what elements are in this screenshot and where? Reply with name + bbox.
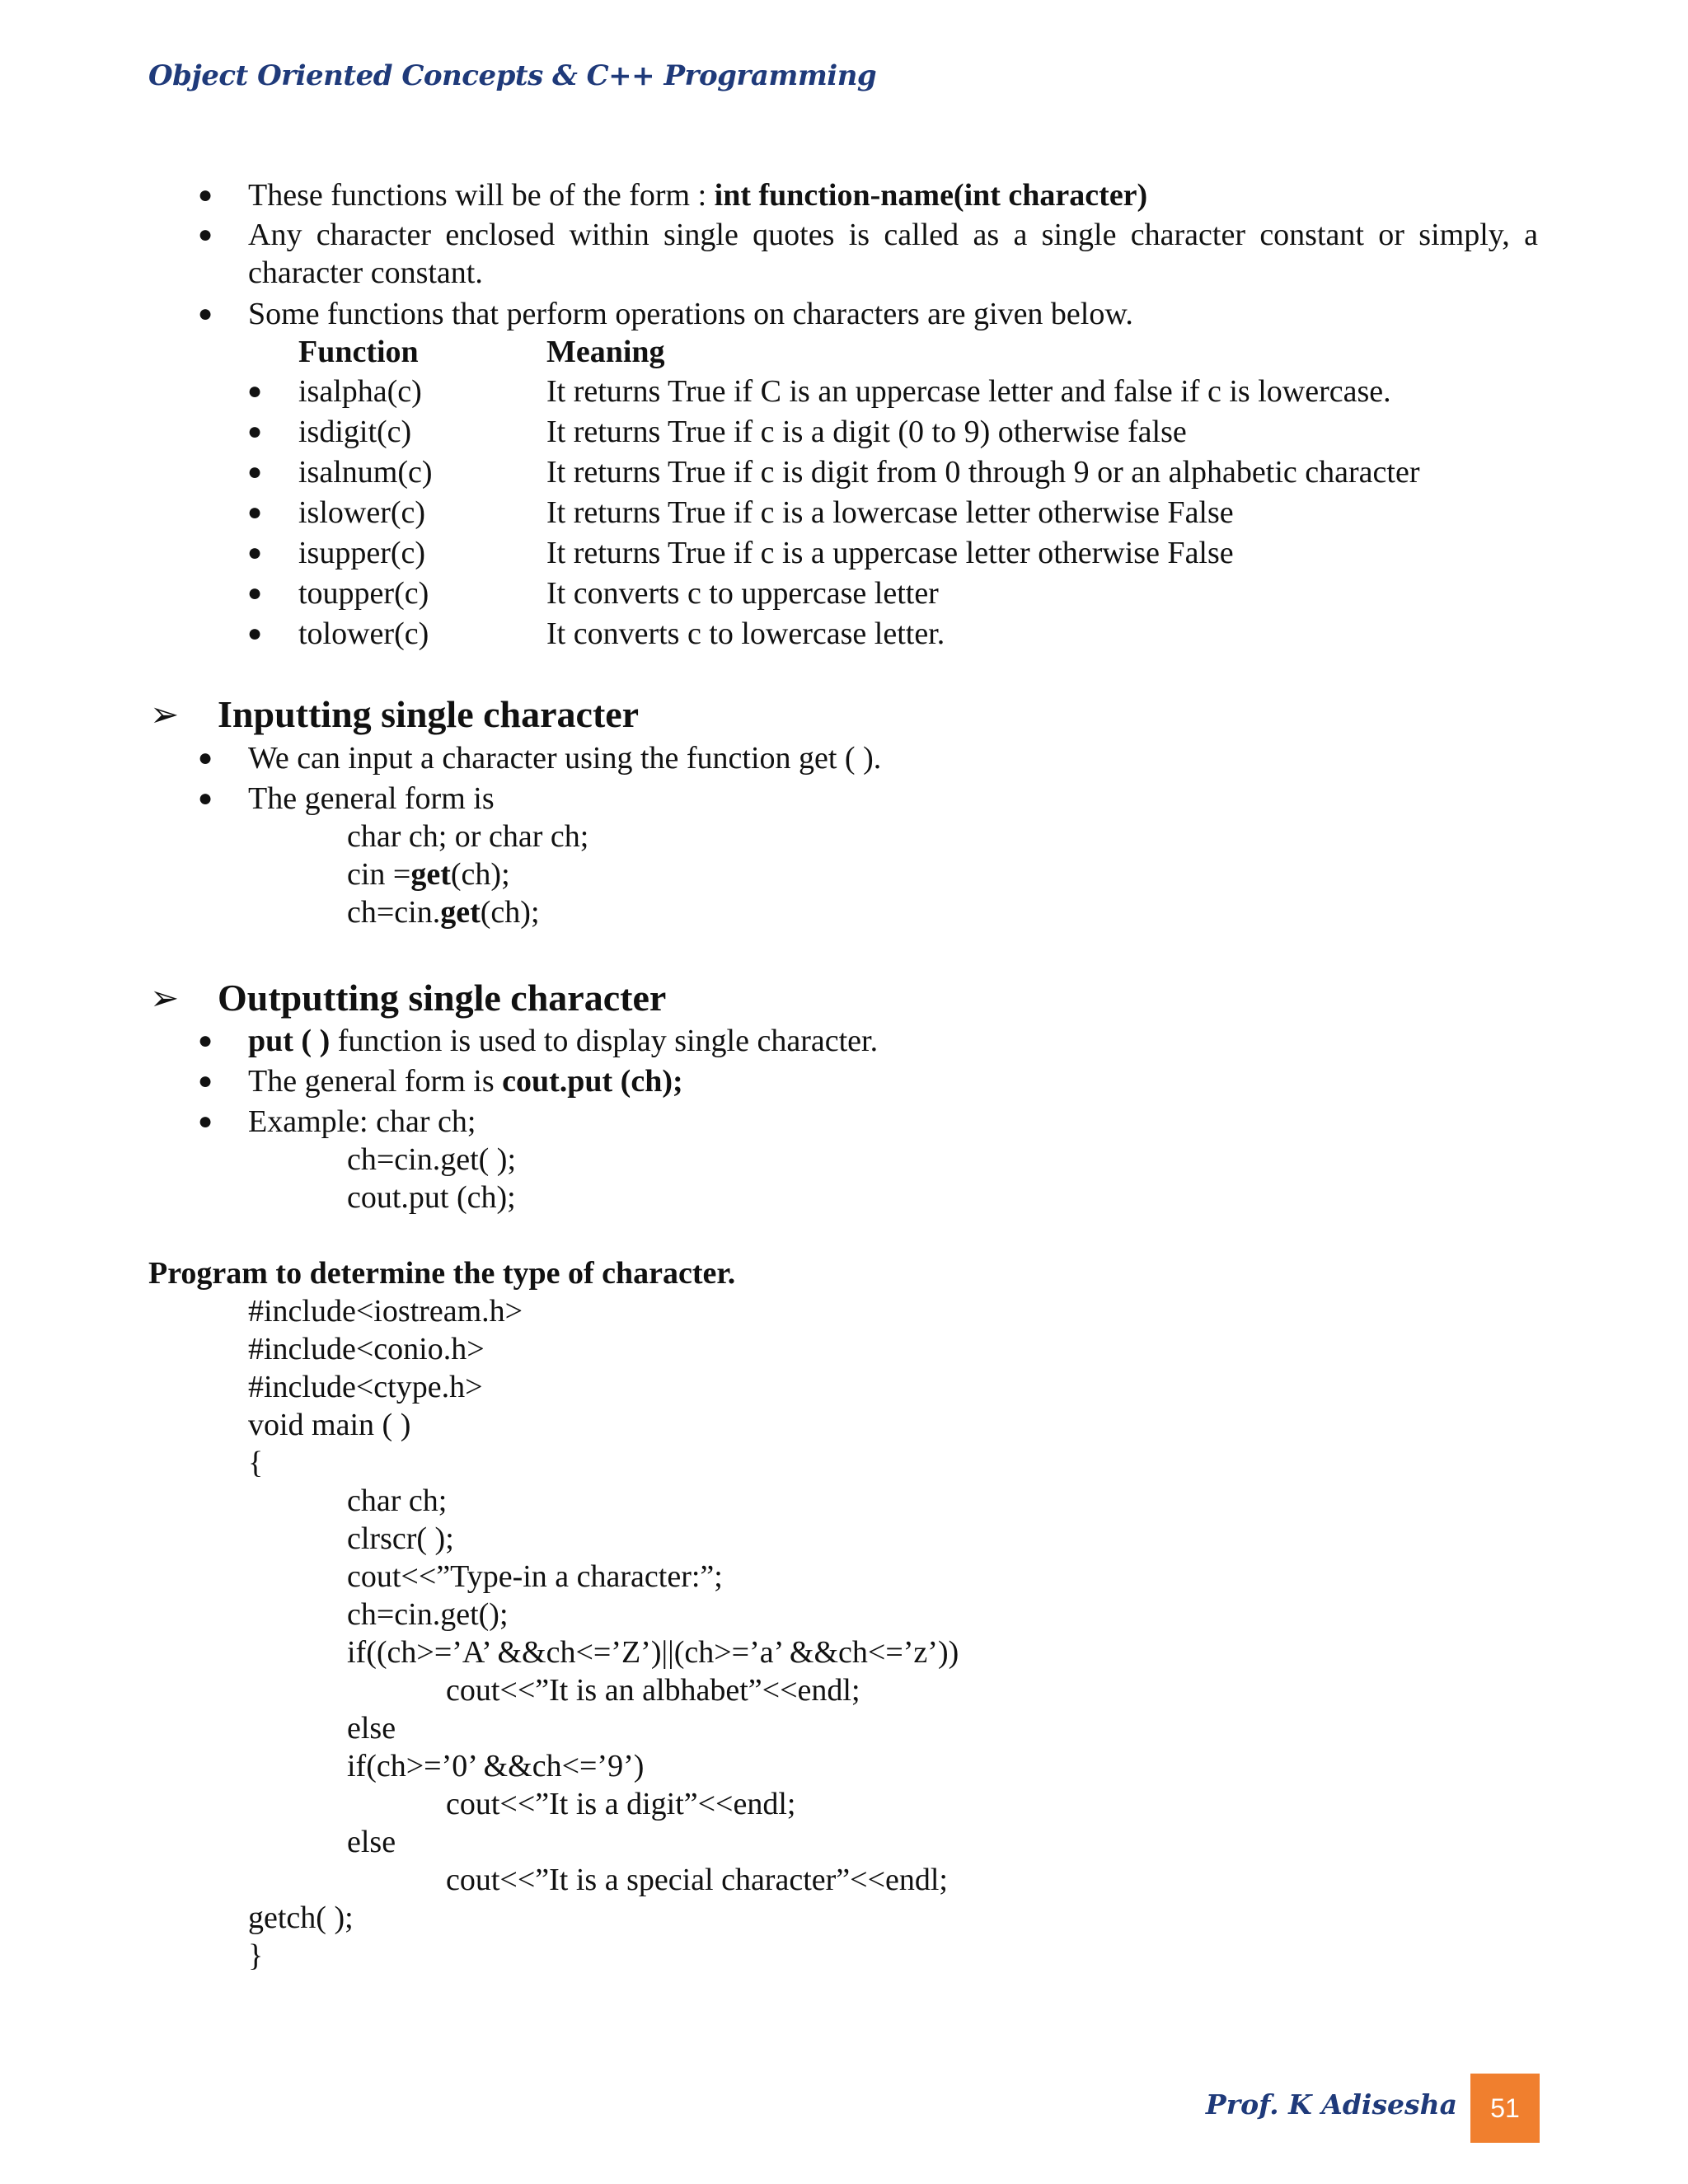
code-line: #include<iostream.h>	[248, 1294, 523, 1329]
page-number-badge: 51	[1470, 2074, 1540, 2143]
function-name: tolower(c)	[298, 616, 429, 651]
bullet-icon: ●	[198, 785, 213, 812]
put-keyword: put ( )	[248, 1024, 331, 1058]
bullet-icon: ●	[247, 539, 263, 566]
bullet-icon: ●	[247, 458, 263, 485]
program-title: Program to determine the type of character.	[148, 1256, 736, 1291]
input-bullet-1: We can input a character using the function get ( ).	[248, 741, 882, 776]
bullet-icon: ●	[198, 1067, 213, 1094]
code-text: cin =	[347, 857, 411, 892]
function-name: isupper(c)	[298, 536, 426, 570]
bullet-icon: ●	[247, 499, 263, 526]
code-line: {	[248, 1446, 264, 1480]
code-line: ch=cin.get();	[347, 1597, 509, 1632]
bullet-icon: ●	[247, 620, 263, 647]
input-code-line	[347, 893, 540, 931]
intro-bullet-3: Some functions that perform operations on characters are given below.	[248, 297, 1133, 331]
code-line: getch( );	[248, 1900, 354, 1935]
bullet-icon: ●	[198, 181, 213, 209]
general-form-code: cout.put (ch);	[502, 1064, 683, 1099]
code-line: char ch;	[347, 1483, 448, 1518]
function-meaning: It returns True if c is a digit (0 to 9) otherwise false	[546, 415, 1187, 449]
bullet-icon: ●	[247, 377, 263, 405]
code-line: cout<<”It is an albhabet”<<endl;	[446, 1673, 860, 1708]
intro-bullet-1	[248, 176, 1147, 214]
input-code-line: char ch; or char ch;	[347, 819, 589, 854]
code-line: else	[347, 1825, 396, 1859]
output-bullet-2-text: The general form is	[248, 1064, 503, 1099]
code-line: if(ch>=’0’ &&ch<=’9’)	[347, 1749, 645, 1783]
input-code-line	[347, 855, 510, 893]
function-column-header: Function	[298, 335, 419, 369]
code-line: #include<ctype.h>	[248, 1370, 483, 1404]
output-bullet-3: Example: char ch;	[248, 1104, 476, 1139]
function-meaning: It returns True if c is digit from 0 through 9 or an alphabetic character	[546, 455, 1420, 490]
function-name: isalpha(c)	[298, 374, 422, 409]
code-keyword: get	[440, 895, 481, 930]
code-keyword: get	[410, 857, 451, 892]
function-name: toupper(c)	[298, 576, 429, 611]
meaning-column-header: Meaning	[546, 335, 665, 369]
code-line: if((ch>=’A’ &&ch<=’Z’)||(ch>=’a’ &&ch<=’z’))	[347, 1635, 959, 1670]
input-bullet-2: The general form is	[248, 781, 495, 816]
section-heading-input: Inputting single character	[218, 693, 640, 735]
code-line: cout<<”It is a digit”<<endl;	[446, 1787, 796, 1821]
function-meaning: It converts c to uppercase letter	[546, 576, 939, 611]
function-meaning: It returns True if C is an uppercase letter and false if c is lowercase.	[546, 374, 1391, 409]
intro-bullet-1-text: These functions will be of the form :	[248, 178, 715, 213]
code-line: #include<conio.h>	[248, 1332, 485, 1366]
function-name: islower(c)	[298, 495, 426, 530]
code-line: cout<<”It is a special character”<<endl;	[446, 1863, 948, 1897]
bullet-icon: ●	[247, 418, 263, 445]
bullet-icon: ●	[198, 221, 213, 248]
code-text: (ch);	[450, 857, 510, 892]
function-meaning: It returns True if c is a lowercase letter otherwise False	[546, 495, 1234, 530]
arrow-bullet-icon: ➢	[150, 977, 180, 1018]
page-header-title: Object Oriented Concepts & C++ Programming	[148, 59, 877, 92]
bullet-icon: ●	[198, 744, 213, 771]
code-line: cout<<”Type-in a character:”;	[347, 1559, 723, 1594]
output-code-line: cout.put (ch);	[347, 1180, 516, 1215]
code-line: clrscr( );	[347, 1521, 454, 1556]
section-heading-output: Outputting single character	[218, 977, 667, 1019]
output-bullet-1-text: function is used to display single character.	[330, 1024, 879, 1058]
output-bullet-2	[248, 1062, 683, 1100]
output-code-line: ch=cin.get( );	[347, 1142, 517, 1177]
code-text: (ch);	[480, 895, 540, 930]
code-line: else	[347, 1711, 396, 1746]
bullet-icon: ●	[198, 1027, 213, 1054]
bullet-icon: ●	[247, 579, 263, 607]
function-form: int function-name(int character)	[714, 178, 1148, 213]
function-name: isalnum(c)	[298, 455, 433, 490]
function-meaning: It returns True if c is a uppercase letter otherwise False	[546, 536, 1234, 570]
intro-bullet-2-line1: Any character enclosed within single quotes is called as a single character constant or simply, a	[248, 218, 1538, 252]
code-line: }	[248, 1938, 264, 1973]
code-line: void main ( )	[248, 1408, 411, 1442]
arrow-bullet-icon: ➢	[150, 694, 180, 734]
footer-author: Prof. K Adisesha	[1205, 2088, 1457, 2121]
function-meaning: It converts c to lowercase letter.	[546, 616, 945, 651]
output-bullet-1	[248, 1022, 878, 1060]
intro-bullet-2-line2: character constant.	[248, 255, 483, 290]
code-text: ch=cin.	[347, 895, 441, 930]
bullet-icon: ●	[198, 300, 213, 327]
function-name: isdigit(c)	[298, 415, 412, 449]
bullet-icon: ●	[198, 1108, 213, 1135]
